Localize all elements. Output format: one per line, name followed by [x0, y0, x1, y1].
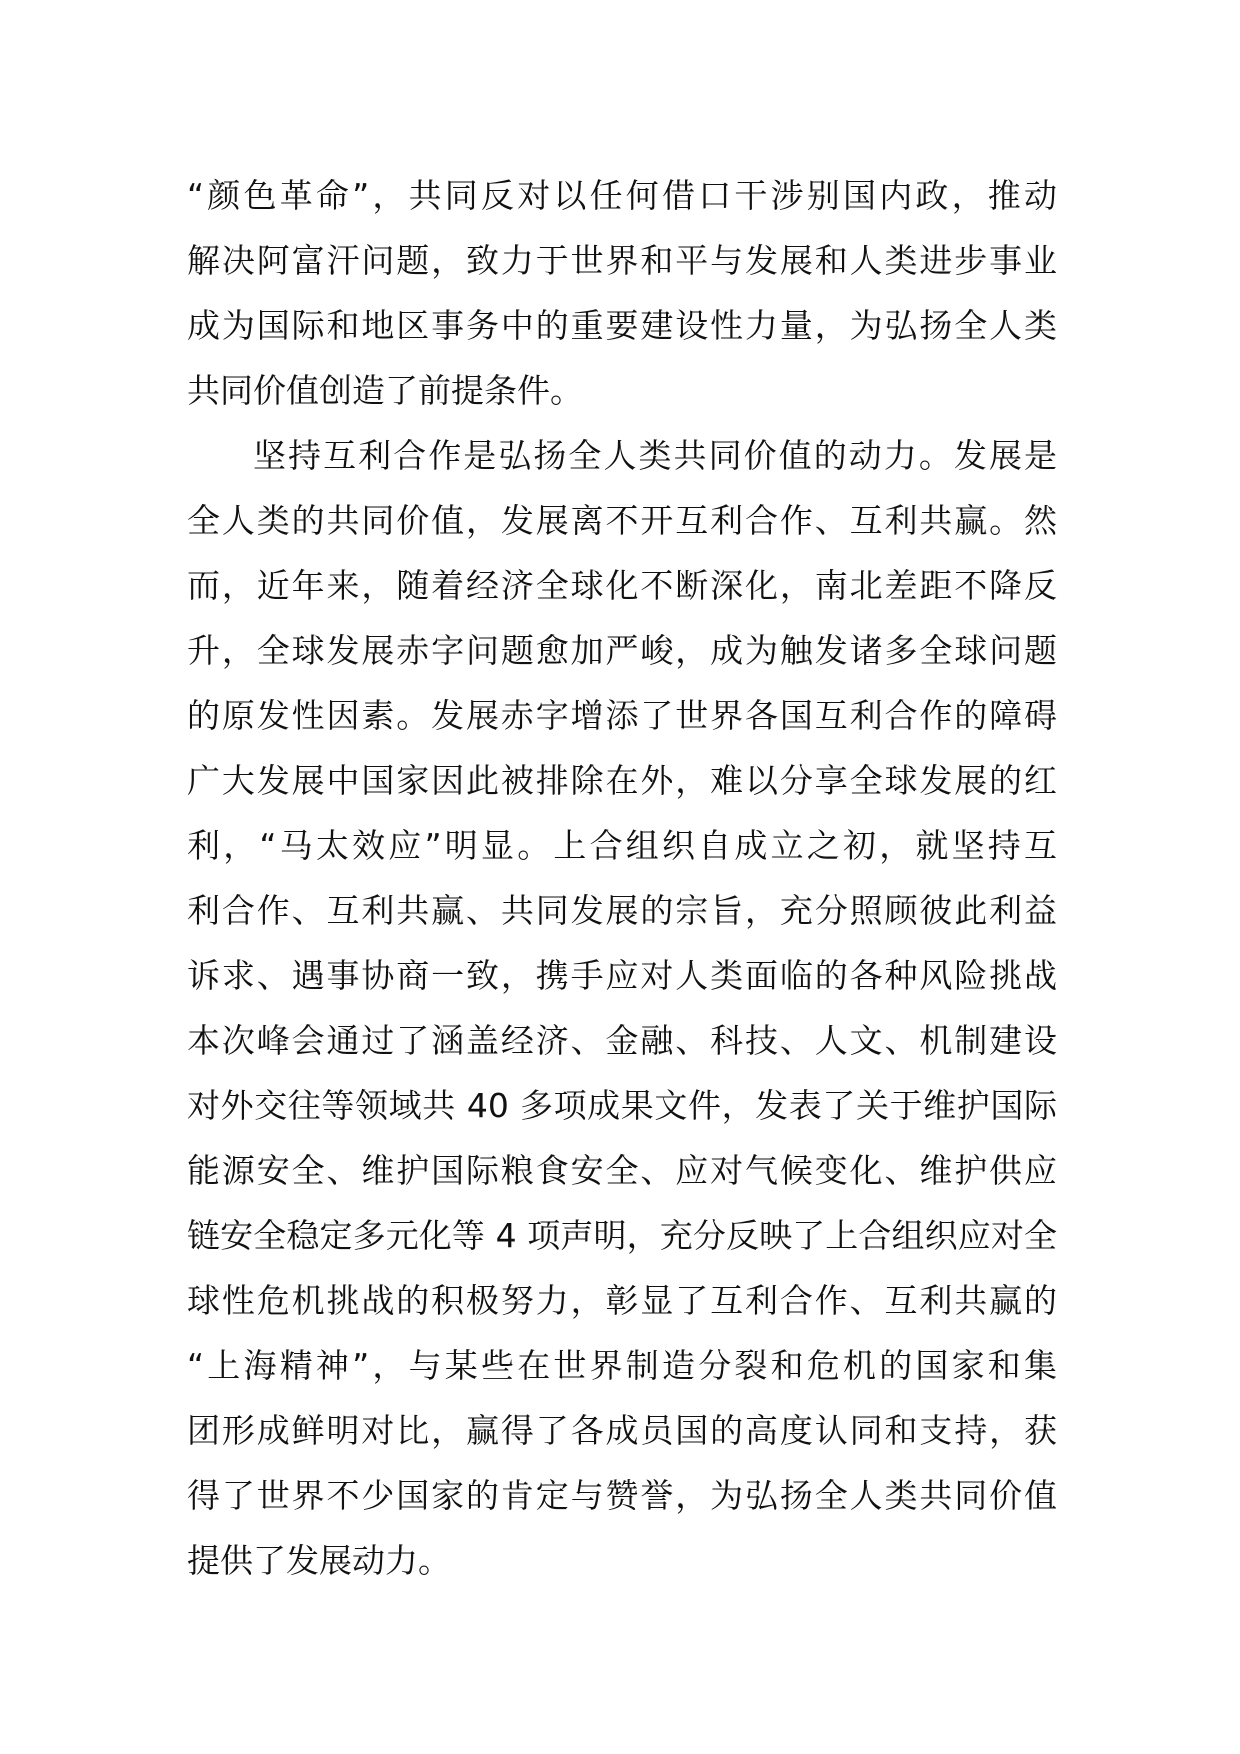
text-line: 共同价值创造了前提条件。 [187, 371, 583, 410]
text-line: 球性危机挑战的积极努力，彰显了互利合作、互利共赢的 [187, 1281, 1057, 1320]
text-line: 广大发展中国家因此被排除在外，难以分享全球发展的红 [187, 761, 1057, 800]
text-line: 而，近年来，随着经济全球化不断深化，南北差距不降反 [187, 566, 1057, 605]
text-line: 解决阿富汗问题，致力于世界和平与发展和人类进步事业 [187, 241, 1057, 280]
text-line: 全人类的共同价值，发展离不开互利合作、互利共赢。然 [187, 501, 1057, 540]
text-line: 得了世界不少国家的肯定与赞誉，为弘扬全人类共同价值 [187, 1476, 1057, 1515]
text-line: “颜色革命”，共同反对以任何借口干涉别国内政，推动 [187, 176, 1057, 215]
text-line: “上海精神”，与某些在世界制造分裂和危机的国家和集 [187, 1346, 1057, 1385]
text-line: 链安全稳定多元化等 4 项声明，充分反映了上合组织应对全 [187, 1216, 1057, 1255]
text-line: 利，“马太效应”明显。上合组织自成立之初，就坚持互 [187, 826, 1057, 865]
text-line: 对外交往等领域共 40 多项成果文件，发表了关于维护国际 [187, 1086, 1057, 1125]
text-line: 成为国际和地区事务中的重要建设性力量，为弘扬全人类 [187, 306, 1057, 345]
text-line: 诉求、遇事协商一致，携手应对人类面临的各种风险挑战 [187, 956, 1057, 995]
paragraph-first-line: 坚持互利合作是弘扬全人类共同价值的动力。发展是 [253, 436, 1057, 475]
text-line: 能源安全、维护国际粮食安全、应对气候变化、维护供应 [187, 1151, 1057, 1190]
text-line: 利合作、互利共赢、共同发展的宗旨，充分照顾彼此利益 [187, 891, 1057, 930]
text-line: 本次峰会通过了涵盖经济、金融、科技、人文、机制建设 [187, 1021, 1057, 1060]
text-line: 团形成鲜明对比，赢得了各成员国的高度认同和支持，获 [187, 1411, 1057, 1450]
text-line: 升，全球发展赤字问题愈加严峻，成为触发诸多全球问题 [187, 631, 1057, 670]
body-text [187, 163, 1057, 1593]
text-line: 的原发性因素。发展赤字增添了世界各国互利合作的障碍 [187, 696, 1057, 735]
text-line: 提供了发展动力。 [187, 1541, 451, 1580]
